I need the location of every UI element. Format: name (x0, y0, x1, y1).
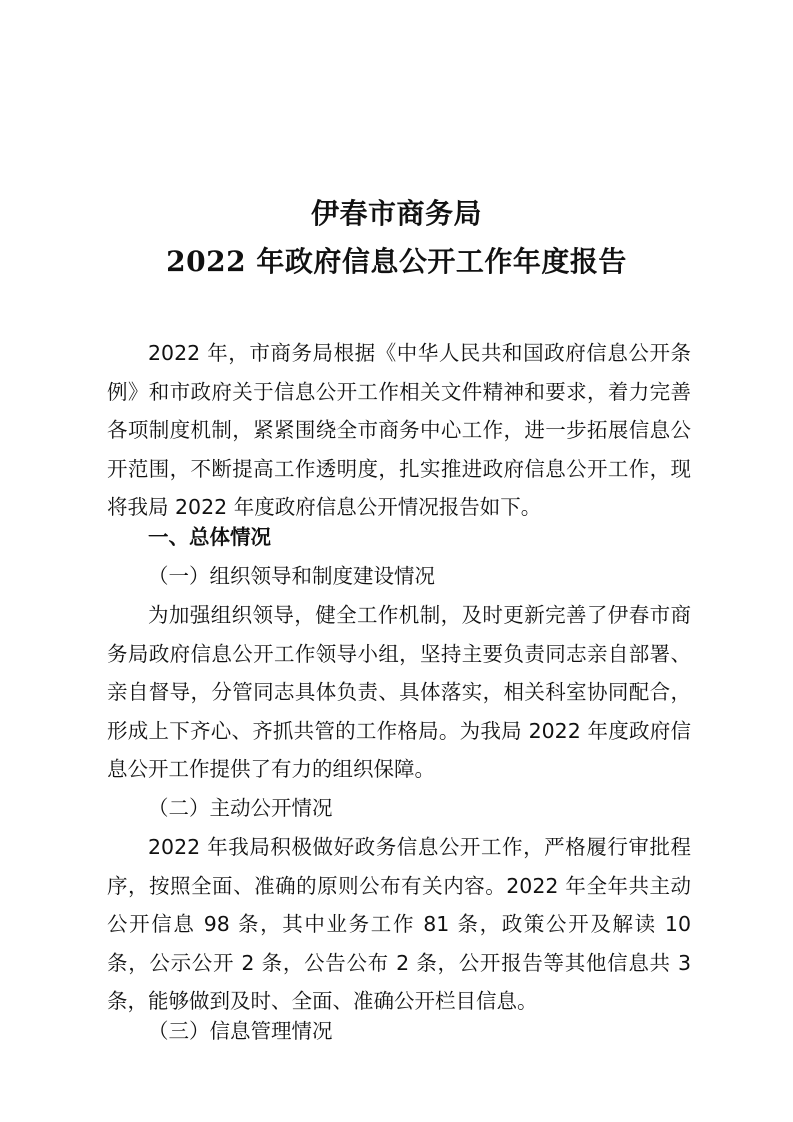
active-disclosure-paragraph: 2022 年我局积极做好政务信息公开工作，严格履行审批程序，按照全面、准确的原则公布有关内容。2022 年全年共主动公开信息 98 条，其中业务工作 81 条，政策公开及解读 10 条，公示公开 2 条，公告公布 2 条，公开报告等其他信息共 3 条，能够做到及时、全面、准确公开栏目信息。 (107, 835, 691, 1014)
section-heading-overview: 一、总体情况 (148, 525, 271, 549)
document-title-report: 2022 年政府信息公开工作年度报告 (166, 245, 627, 278)
organization-paragraph: 为加强组织领导，健全工作机制，及时更新完善了伊春市商务局政府信息公开工作领导小组，坚持主要负责同志亲自部署、亲自督导，分管同志具体负责、具体落实，相关科室协同配合，形成上下齐心、齐抓共管的工作格局。为我局 2022 年度政府信息公开工作提供了有力的组织保障。 (107, 603, 691, 782)
document-title-org: 伊春市商务局 (310, 197, 482, 230)
subsection-heading-organization: （一）组织领导和制度建设情况 (148, 564, 435, 588)
intro-paragraph: 2022 年，市商务局根据《中华人民共和国政府信息公开条例》和市政府关于信息公开工作相关文件精神和要求，着力完善各项制度机制，紧紧围绕全市商务中心工作，进一步拓展信息公开范围，不断提高工作透明度，扎实推进政府信息公开工作，现将我局 2022 年度政府信息公开情况报告如下。 (107, 341, 691, 520)
subsection-heading-info-management: （三）信息管理情况 (148, 1019, 333, 1043)
subsection-heading-active-disclosure: （二）主动公开情况 (148, 796, 333, 820)
